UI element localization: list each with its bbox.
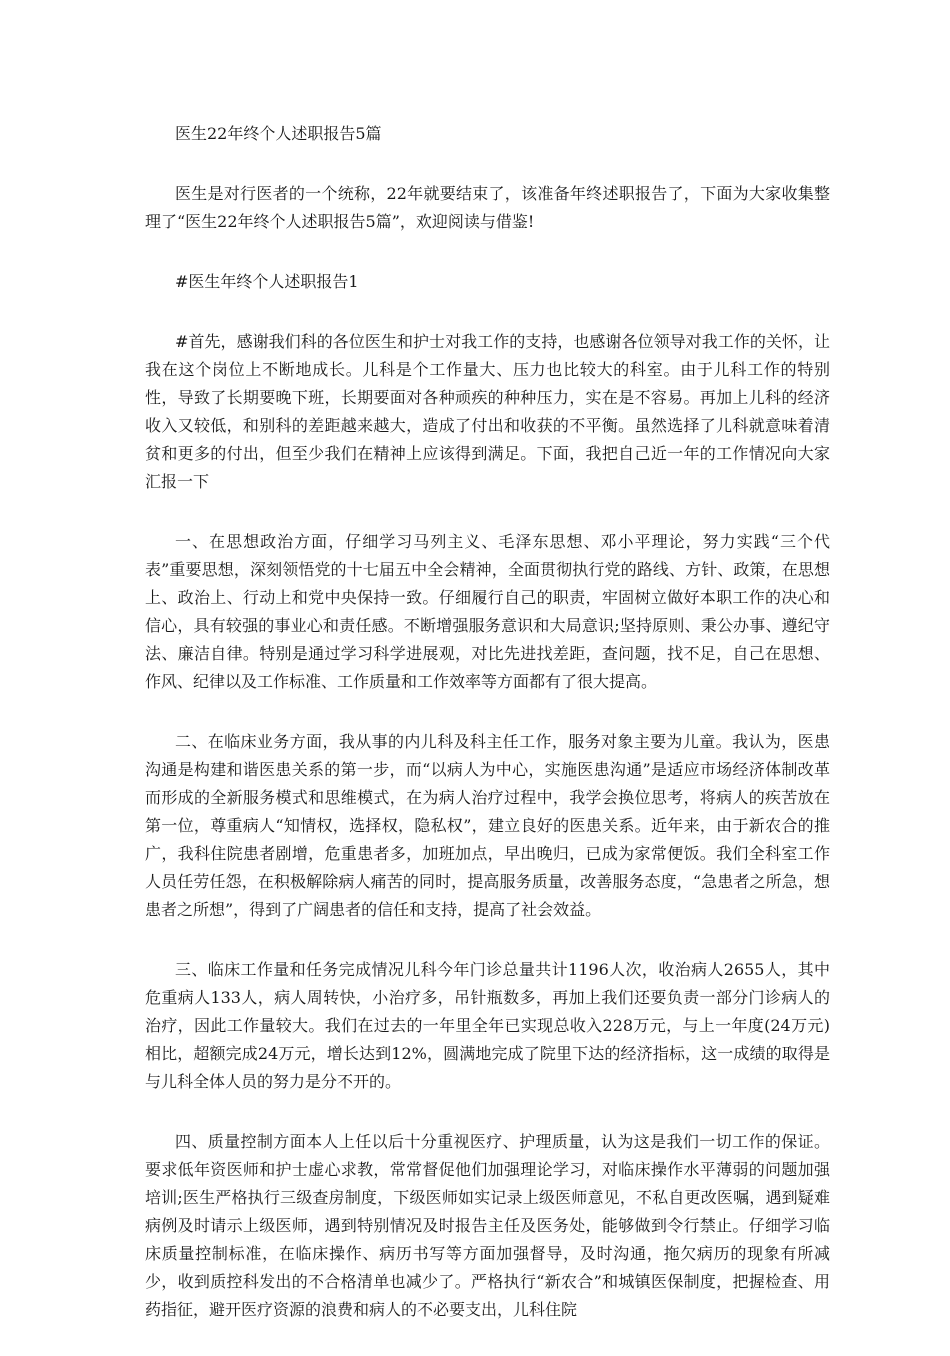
document-title: 医生22年终个人述职报告5篇 — [175, 124, 382, 143]
body-paragraph-4: 三、临床工作量和任务完成情况儿科今年门诊总量共计1196人次，收治病人2655人，其中危重病人133人，病人周转快，小治疗多，吊针瓶数多，再加上我们还要负责一部分门诊病人的治疗，因此工作量较大。我们在过去的一年里全年已实现总收入228万元，与上一年度(24万元)相比，超额完成24万元，增长达到12%，圆满地完成了院里下达的经济指标，这一成绩的取得是与儿科全体人员的努力是分不开的。 — [145, 960, 830, 1091]
body-paragraph-3: 二、在临床业务方面，我从事的内儿科及科主任工作，服务对象主要为儿童。我认为，医患沟通是构建和谐医患关系的第一步，而“以病人为中心，实施医患沟通”是适应市场经济体制改革而形成的全新服务模式和思维模式，在为病人治疗过程中，我学会换位思考，将病人的疾苦放在第一位，尊重病人“知情权，选择权，隐私权”，建立良好的医患关系。近年来，由于新农合的推广，我科住院患者剧增，危重患者多，加班加点，早出晚归，已成为家常便饭。我们全科室工作人员任劳任怨，在积极解除病人痛苦的同时，提高服务质量，改善服务态度，“急患者之所急，想患者之所想”，得到了广阔患者的信任和支持，提高了社会效益。 — [145, 732, 830, 919]
intro-paragraph: 医生是对行医者的一个统称，22年就要结束了，该准备年终述职报告了，下面为大家收集整理了“医生22年终个人述职报告5篇”，欢迎阅读与借鉴! — [145, 184, 830, 231]
body-paragraph-1: #首先，感谢我们科的各位医生和护士对我工作的支持，也感谢各位领导对我工作的关怀，让我在这个岗位上不断地成长。儿科是个工作量大、压力也比较大的科室。由于儿科工作的特别性，导致了长期要晚下班，长期要面对各种顽疾的种种压力，实在是不容易。再加上儿科的经济收入又较低，和别科的差距越来越大，造成了付出和收获的不平衡。虽然选择了儿科就意味着清贫和更多的付出，但至少我们在精神上应该得到满足。下面，我把自己近一年的工作情况向大家汇报一下 — [145, 332, 830, 491]
body-paragraph-2: 一、在思想政治方面，仔细学习马列主义、毛泽东思想、邓小平理论，努力实践“三个代表”重要思想，深刻领悟党的十七届五中全会精神，全面贯彻执行党的路线、方针、政策，在思想上、政治上、行动上和党中央保持一致。仔细履行自己的职责，牢固树立做好本职工作的决心和信心，具有较强的事业心和责任感。不断增强服务意识和大局意识;坚持原则、秉公办事、遵纪守法、廉洁自律。特别是通过学习科学进展观，对比先进找差距，查问题，找不足，自己在思想、作风、纪律以及工作标准、工作质量和工作效率等方面都有了很大提高。 — [145, 532, 830, 691]
section-heading: #医生年终个人述职报告1 — [175, 272, 359, 291]
body-paragraph-5: 四、质量控制方面本人上任以后十分重视医疗、护理质量，认为这是我们一切工作的保证。要求低年资医师和护士虚心求教，常常督促他们加强理论学习，对临床操作水平薄弱的问题加强培训;医生严格执行三级查房制度，下级医师如实记录上级医师意见，不私自更改医嘱，遇到疑难病例及时请示上级医师，遇到特别情况及时报告主任及医务处，能够做到令行禁止。仔细学习临床质量控制标准，在临床操作、病历书写等方面加强督导，及时沟通，拖欠病历的现象有所减少，收到质控科发出的不合格清单也减少了。严格执行“新农合”和城镇医保制度，把握检查、用药指征，避开医疗资源的浪费和病人的不必要支出，儿科住院 — [145, 1132, 830, 1319]
document-page — [145, 120, 830, 1356]
